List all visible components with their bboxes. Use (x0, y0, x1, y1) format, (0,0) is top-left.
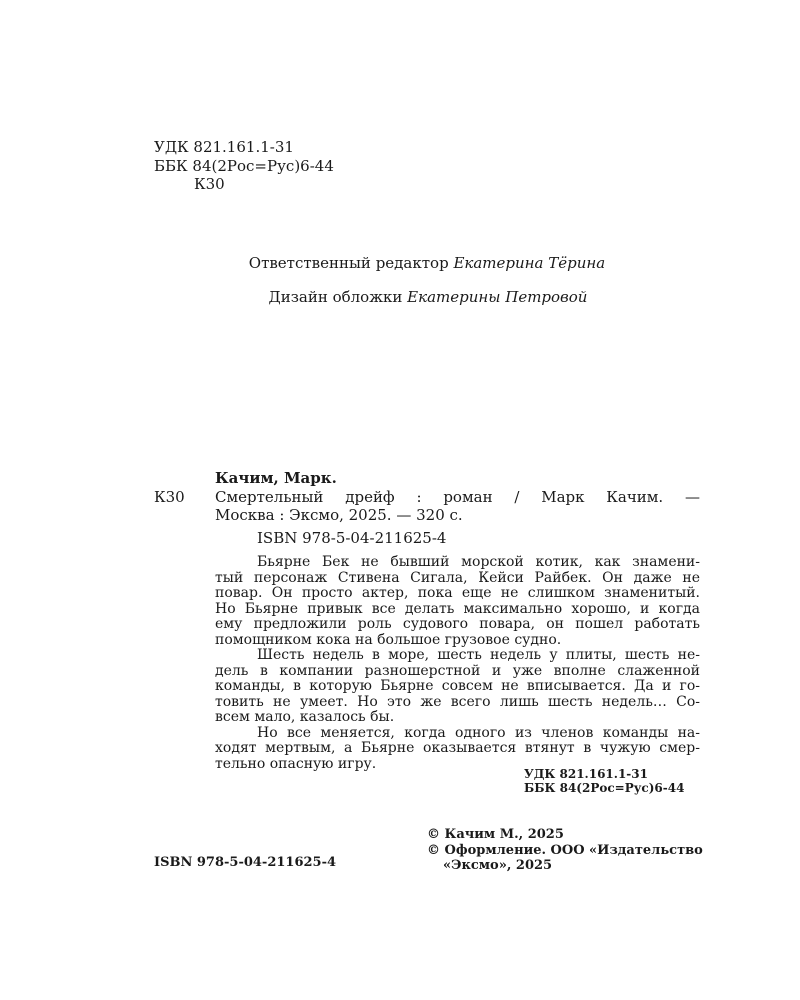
annotation-line: дель в компании разношерстной и уже вполне слаженной (215, 662, 700, 679)
annotation-paragraph-3 (215, 726, 700, 773)
annotation-line: ходят мертвым, а Бьярне оказывается втянут в чужую смер- (215, 740, 700, 756)
author-heading: Качим, Марк. (215, 469, 337, 487)
bottom-udk-code: УДК 821.161.1-31 (524, 767, 648, 781)
annotation-line: тельно опасную игру. (215, 755, 377, 772)
copyright-design-line-1: © Оформление. ООО «Издательство (427, 843, 703, 858)
editor-credit (0, 255, 800, 272)
editor-label: Ответственный редактор (248, 254, 449, 272)
annotation-line: ему предложили роль судового повара, он пошел работать (215, 616, 700, 632)
cover-design-label: Дизайн обложки (268, 288, 403, 306)
annotation-line: тый персонаж Стивена Сигала, Кейси Райбек. Он даже не (215, 569, 700, 586)
footer-isbn: ISBN 978-5-04-211625-4 (154, 855, 337, 870)
annotation-line: Шесть недель в море, шесть недель у плиты, шесть не- (257, 647, 700, 663)
annotation-paragraph-1 (215, 555, 700, 648)
copyright-author: © Качим М., 2025 (427, 827, 564, 842)
annotation-line: всем мало, казалось бы. (215, 709, 395, 725)
annotation-line: помощником кока на большое грузовое судно. (215, 631, 562, 648)
editor-name: Екатерина Тёрина (453, 254, 606, 272)
author-mark: К30 (194, 175, 225, 193)
bottom-bbk-code: ББК 84(2Рос=Рус)6-44 (524, 781, 685, 795)
annotation-paragraph-2 (215, 648, 700, 726)
annotation-line: Бьярне Бек не бывший морской котик, как знамени- (257, 554, 700, 570)
annotation-line: повар. Он просто актер, пока еще не слишком знаменитый. (215, 585, 700, 601)
title-line-1: Смертельный дрейф : роман / Марк Качим. — (215, 488, 700, 506)
udk-code: УДК 821.161.1-31 (154, 138, 294, 156)
cover-designer-name: Екатерины Петровой (407, 288, 588, 306)
bbk-code: ББК 84(2Рос=Рус)6-44 (154, 157, 334, 175)
annotation-line: Но все меняется, когда одного из членов команды на- (257, 724, 700, 741)
copyright-design-line-2: «Эксмо», 2025 (443, 858, 553, 873)
annotation (215, 555, 700, 772)
annotation-line: команды, в которую Бьярне совсем не вписывается. Да и го- (215, 678, 700, 694)
annotation-line: Но Бьярне привык все делать максимально хорошо, и когда (215, 600, 700, 617)
annotation-line: товить не умеет. Но это же всего лишь шесть недель… Со- (215, 693, 700, 710)
cover-design-credit (0, 289, 800, 306)
record-isbn: ISBN 978-5-04-211625-4 (257, 529, 447, 547)
title-line-2: Москва : Эксмо, 2025. — 320 с. (215, 506, 463, 524)
record-author-mark: К30 (154, 488, 185, 506)
